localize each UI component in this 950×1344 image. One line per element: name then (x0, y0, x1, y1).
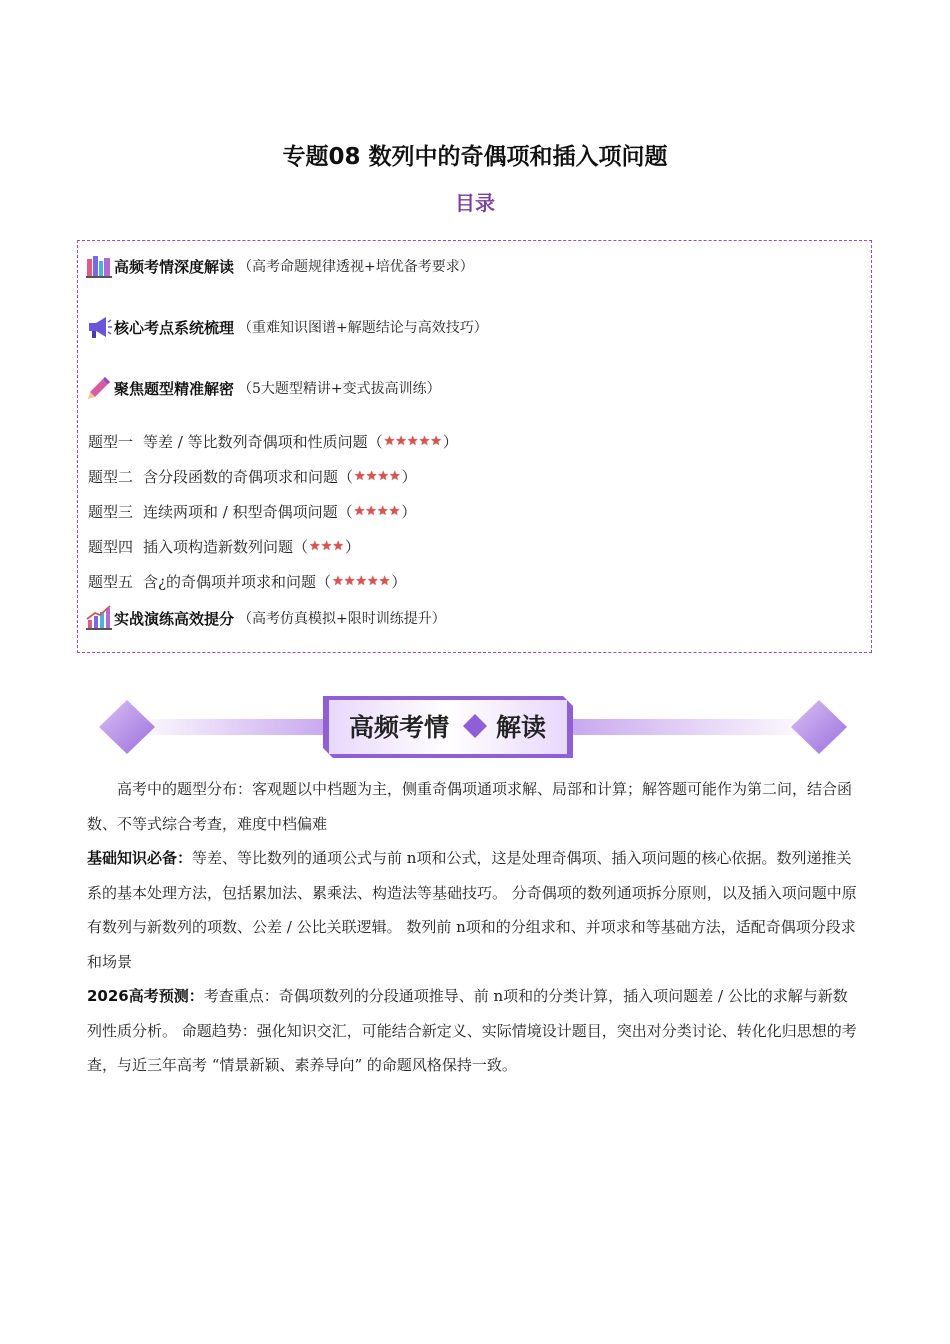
toc-type-5[interactable]: 题型五 含¿的奇偶项并项求和问题（ ★ ★ ★ ★ ★ ） (88, 573, 407, 591)
star-icon: ★ (430, 434, 442, 449)
toc-section-2[interactable]: 核心考点系统梳理 （重难知识图谱+解题结论与高效技巧） (86, 312, 488, 342)
star-icon: ★ (354, 469, 366, 484)
banner-right-text: 解读 (495, 713, 547, 742)
toc-heading: 目录 (455, 191, 495, 215)
star-icon: ★ (418, 434, 431, 449)
star-icon: ★ (320, 539, 333, 554)
star-icon: ★ (355, 574, 368, 589)
star-icon: ★ (343, 574, 356, 589)
difficulty-stars (384, 435, 442, 448)
star-icon: ★ (367, 574, 379, 589)
basics-label: 基础知识必备： (87, 849, 193, 867)
megaphone-icon (86, 314, 112, 340)
star-icon: ★ (388, 504, 401, 519)
star-icon: ★ (383, 434, 396, 449)
forecast-label: 2026高考预测： (87, 987, 204, 1005)
toc-type-4[interactable]: 题型四 插入项构造新数列问题（ ★ ★ ★ ） (88, 538, 361, 556)
star-icon: ★ (406, 434, 419, 449)
star-icon: ★ (332, 574, 344, 589)
toc-section-4[interactable]: 实战演练高效提分 （高考仿真模拟+限时训练提升） (86, 603, 446, 633)
difficulty-stars (354, 470, 401, 483)
toc-section-1[interactable]: 高频考情深度解读 （高考命题规律透视+培优备考要求） (86, 251, 474, 281)
star-icon: ★ (395, 434, 407, 449)
difficulty-stars (354, 505, 401, 518)
paragraph-distribution: 高考中的题型分布：客观题以中档题为主，侧重奇偶项通项求解、局部和计算；解答题可能作为第二问，结合函数、不等式综合考查，难度中档偏难 (87, 780, 853, 833)
star-icon: ★ (353, 504, 366, 519)
section-banner (97, 692, 849, 762)
analysis-body (87, 772, 862, 1083)
difficulty-stars (332, 575, 390, 588)
paragraph-basics: 基础知识必备：等差、等比数列的通项公式与前 n项和公式，这是处理奇偶项、插入项问题的核心依据。数列递推关系的基本处理方法，包括累加法、累乘法、构造法等基础技巧。 分奇偶项的数列通项拆分原则，以及插入项问题中原有数列与新数列的项数、公差 / 公比关联逻辑。 数列前 n项和的分组求和、并项求和等基础方法，适配奇偶项分段求和场景 (87, 849, 857, 971)
star-icon: ★ (389, 469, 401, 484)
star-icon: ★ (365, 469, 378, 484)
table-of-contents (77, 240, 872, 653)
paragraph-forecast: 2026高考预测：考查重点：奇偶项数列的分段通项推导、前 n项和的分类计算，插入项问题差 / 公比的求解与新数列性质分析。 命题趋势：强化知识交汇，可能结合新定义、实际情境设计题目，突出对分类讨论、转化化归思想的考查，与近三年高考 “情景新颖、素养导向” 的命题风格保持一致。 (87, 987, 857, 1074)
star-icon: ★ (378, 574, 391, 589)
growth-chart-icon (86, 605, 112, 631)
toc-type-1[interactable]: 题型一 等差 / 等比数列奇偶项和性质问题（ ★ ★ ★ ★ ★ ） (88, 433, 458, 451)
star-icon: ★ (377, 469, 389, 484)
star-icon: ★ (376, 504, 389, 519)
toc-type-3[interactable]: 题型三 连续两项和 / 积型奇偶项问题（ ★ ★ ★ ★ ） (88, 503, 417, 521)
toc-type-2[interactable]: 题型二 含分段函数的奇偶项求和问题（ ★ ★ ★ ★ ） (88, 468, 417, 486)
star-icon: ★ (309, 539, 321, 554)
books-icon (86, 253, 112, 279)
difficulty-stars (309, 540, 344, 553)
star-icon: ★ (332, 539, 344, 554)
pencil-icon (86, 375, 112, 401)
banner-left-text: 高频考情 (348, 713, 450, 742)
star-icon: ★ (365, 504, 377, 519)
document-title: 专题08 数列中的奇偶项和插入项问题 (282, 144, 668, 170)
toc-section-3[interactable]: 聚焦题型精准解密 （5大题型精讲+变式拔高训练） (86, 373, 441, 403)
